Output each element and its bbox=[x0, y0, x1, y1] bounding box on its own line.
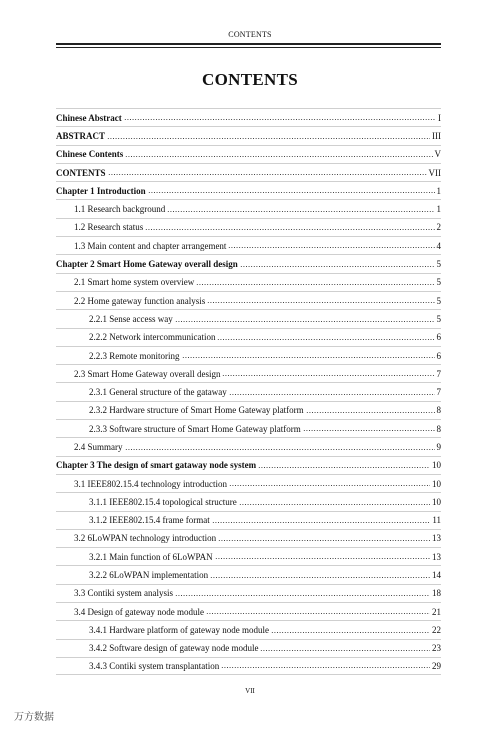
toc-dot-leader bbox=[125, 156, 432, 157]
toc-entry-page: 8 bbox=[436, 423, 441, 434]
toc-entry[interactable] bbox=[56, 218, 441, 236]
page-number: VII bbox=[245, 687, 255, 695]
toc-entry[interactable] bbox=[56, 401, 441, 419]
toc-entry-title: 3.1.2 IEEE802.15.4 frame format bbox=[89, 515, 210, 526]
toc-entry-page: 6 bbox=[436, 350, 441, 361]
toc-entry-title: 1.2 Research status bbox=[74, 222, 144, 233]
toc-entry-title: 3.2.1 Main function of 6LoWPAN bbox=[89, 551, 213, 562]
toc-dot-leader bbox=[108, 174, 427, 175]
toc-entry[interactable] bbox=[56, 199, 441, 217]
toc-dot-leader bbox=[207, 302, 434, 303]
toc-dot-leader bbox=[145, 229, 434, 230]
toc-entry-page: 9 bbox=[436, 441, 441, 452]
toc-dot-leader bbox=[212, 522, 431, 523]
header-rule-thin bbox=[56, 47, 441, 48]
toc-entry-title: 2.3.1 General structure of the gataway bbox=[89, 387, 227, 398]
toc-entry[interactable] bbox=[56, 236, 441, 254]
toc-entry-page: 14 bbox=[432, 570, 441, 581]
toc-dot-leader bbox=[107, 138, 430, 139]
toc-entry-page: 2 bbox=[436, 222, 441, 233]
toc-entry[interactable] bbox=[56, 456, 441, 474]
toc-entry-title: 3.3 Contiki system analysis bbox=[74, 588, 173, 599]
toc-entry-title: 2.3.2 Hardware structure of Smart Home Gateway platform bbox=[89, 405, 304, 416]
toc-dot-leader bbox=[217, 339, 434, 340]
toc-entry[interactable] bbox=[56, 309, 441, 327]
toc-entry[interactable] bbox=[56, 254, 441, 272]
toc-entry[interactable] bbox=[56, 181, 441, 199]
toc-entry[interactable] bbox=[56, 273, 441, 291]
running-header-title: CONTENTS bbox=[228, 30, 272, 39]
toc-dot-leader bbox=[182, 357, 435, 358]
toc-dot-leader bbox=[221, 667, 430, 668]
toc-entry-title: ABSTRACT bbox=[56, 130, 106, 141]
toc-entry-page: V bbox=[434, 149, 441, 160]
watermark: 万方数据 bbox=[14, 712, 54, 723]
toc-entry-title: 1.3 Main content and chapter arrangement bbox=[74, 240, 227, 251]
toc-entry-page: 1 bbox=[436, 185, 441, 196]
toc-entry-title: 2.2.2 Network intercommunication bbox=[89, 332, 216, 343]
toc-dot-leader bbox=[124, 119, 436, 120]
toc-entry-page: 5 bbox=[436, 259, 441, 270]
page-title: CONTENTS bbox=[202, 70, 298, 89]
toc-entry[interactable] bbox=[56, 657, 441, 675]
toc-entry-title: 3.4.3 Contiki system transplantation bbox=[89, 661, 220, 672]
toc-entry-title: 3.4.1 Hardware platform of gateway node module bbox=[89, 624, 269, 635]
toc-dot-leader bbox=[148, 192, 435, 193]
toc-entry-page: 5 bbox=[436, 277, 441, 288]
toc-entry-title: 2.2 Home gateway function analysis bbox=[74, 295, 206, 306]
toc-entry-title: 3.2.2 6LoWPAN implementation bbox=[89, 570, 209, 581]
toc-entry-page: 23 bbox=[432, 643, 441, 654]
toc-dot-leader bbox=[210, 577, 430, 578]
toc-entry-title: 3.1.1 IEEE802.15.4 topological structure bbox=[89, 496, 237, 507]
toc-dot-leader bbox=[239, 504, 430, 505]
toc-dot-leader bbox=[258, 467, 430, 468]
toc-entry[interactable] bbox=[56, 620, 441, 638]
toc-entry-page: 29 bbox=[432, 661, 441, 672]
toc-entry[interactable] bbox=[56, 547, 441, 565]
toc-entry[interactable] bbox=[56, 437, 441, 455]
toc-entry-page: 10 bbox=[432, 460, 441, 471]
toc-dot-leader bbox=[260, 650, 430, 651]
toc-entry-page: 5 bbox=[436, 313, 441, 324]
toc-entry-page: 10 bbox=[432, 478, 441, 489]
toc-entry[interactable] bbox=[56, 565, 441, 583]
toc-entry-page: 4 bbox=[436, 240, 441, 251]
toc-entry[interactable] bbox=[56, 126, 441, 144]
toc-entry-title: 3.1 IEEE802.15.4 technology introduction bbox=[74, 478, 227, 489]
toc-entry-page: 8 bbox=[436, 405, 441, 416]
toc-entry-title: 2.3.3 Software structure of Smart Home Gateway platform bbox=[89, 423, 301, 434]
toc-dot-leader bbox=[215, 558, 430, 559]
toc-dot-leader bbox=[125, 449, 435, 450]
toc-dot-leader bbox=[229, 394, 435, 395]
toc-entry-page: 11 bbox=[432, 515, 441, 526]
toc-dot-leader bbox=[167, 211, 434, 212]
toc-dot-leader bbox=[228, 247, 434, 248]
toc-entry-page: 21 bbox=[432, 606, 441, 617]
toc-entry-page: 22 bbox=[432, 624, 441, 635]
toc-entry[interactable] bbox=[56, 163, 441, 181]
toc-entry[interactable] bbox=[56, 474, 441, 492]
toc-entry-title: 2.2.1 Sense access way bbox=[89, 313, 173, 324]
toc-entry-title: 1.1 Research background bbox=[74, 204, 166, 215]
toc-dot-leader bbox=[175, 595, 430, 596]
toc-entry-title: 3.4 Design of gateway node module bbox=[74, 606, 204, 617]
toc-entry[interactable] bbox=[56, 529, 441, 547]
toc-dot-leader bbox=[175, 321, 435, 322]
toc-entry-page: 18 bbox=[432, 588, 441, 599]
toc-entry-title: 2.2.3 Remote monitoring bbox=[89, 350, 180, 361]
toc-entry[interactable] bbox=[56, 602, 441, 620]
toc-entry[interactable] bbox=[56, 145, 441, 163]
toc-entry[interactable] bbox=[56, 291, 441, 309]
toc-entry[interactable] bbox=[56, 511, 441, 529]
table-of-contents bbox=[56, 108, 441, 675]
toc-entry-title: 3.2 6LoWPAN technology introduction bbox=[74, 533, 217, 544]
toc-entry-page: 10 bbox=[432, 496, 441, 507]
toc-entry[interactable] bbox=[56, 382, 441, 400]
toc-entry-title: Chinese Abstract bbox=[56, 112, 122, 123]
toc-dot-leader bbox=[306, 412, 435, 413]
toc-entry[interactable] bbox=[56, 364, 441, 382]
toc-entry-title: 2.1 Smart home system overview bbox=[74, 277, 195, 288]
toc-entry[interactable] bbox=[56, 328, 441, 346]
toc-entry[interactable] bbox=[56, 108, 441, 126]
toc-entry-page: 7 bbox=[436, 368, 441, 379]
toc-entry[interactable] bbox=[56, 492, 441, 510]
toc-dot-leader bbox=[240, 266, 435, 267]
toc-entry-page: 5 bbox=[436, 295, 441, 306]
toc-entry-page: 7 bbox=[436, 387, 441, 398]
toc-entry-title: 2.4 Summary bbox=[74, 441, 123, 452]
toc-entry-title: Chapter 2 Smart Home Gateway overall design bbox=[56, 259, 238, 270]
toc-entry-title: Chinese Contents bbox=[56, 149, 124, 160]
toc-entry-page: I bbox=[438, 112, 441, 123]
toc-entry[interactable] bbox=[56, 639, 441, 657]
toc-entry-title: Chapter 1 Introduction bbox=[56, 185, 146, 196]
toc-entry-page: 6 bbox=[436, 332, 441, 343]
toc-dot-leader bbox=[229, 485, 430, 486]
toc-entry[interactable] bbox=[56, 419, 441, 437]
toc-entry-title: CONTENTS bbox=[56, 167, 106, 178]
toc-entry-page: III bbox=[432, 130, 441, 141]
header-rule-thick bbox=[56, 43, 441, 45]
toc-entry[interactable] bbox=[56, 346, 441, 364]
toc-entry[interactable] bbox=[56, 584, 441, 602]
toc-dot-leader bbox=[222, 375, 434, 376]
toc-entry-page: 13 bbox=[432, 551, 441, 562]
toc-entry-page: VII bbox=[428, 167, 441, 178]
toc-dot-leader bbox=[206, 613, 430, 614]
toc-entry-page: 13 bbox=[432, 533, 441, 544]
toc-entry-title: Chapter 3 The design of smart gataway node system bbox=[56, 460, 257, 471]
toc-dot-leader bbox=[271, 632, 430, 633]
toc-entry-title: 2.3 Smart Home Gateway overall design bbox=[74, 368, 221, 379]
toc-entry-page: 1 bbox=[436, 204, 441, 215]
toc-dot-leader bbox=[303, 430, 435, 431]
toc-dot-leader bbox=[196, 284, 434, 285]
toc-entry-title: 3.4.2 Software design of gateway node module bbox=[89, 643, 259, 654]
toc-dot-leader bbox=[218, 540, 430, 541]
